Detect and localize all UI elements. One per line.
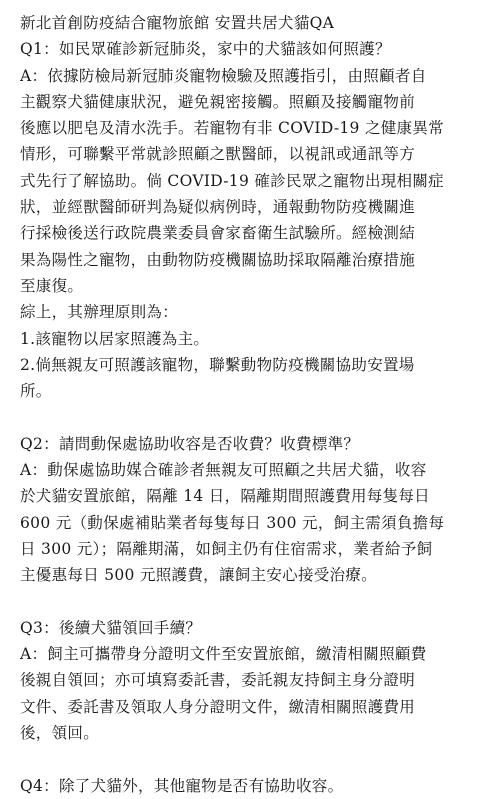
question-4: Q4：除了犬貓外，其他寵物是否有協助收容。 xyxy=(20,776,344,795)
answer-1-line: A：依據防檢局新冠肺炎寵物檢驗及照護指引，由照顧者自 xyxy=(20,66,427,85)
principle-item-2-cont: 所。 xyxy=(20,382,52,401)
paragraph-gap xyxy=(20,589,482,615)
answer-2-line: A：動保處協助媒合確診者無親友可照顧之共居犬貓，收容 xyxy=(20,461,427,480)
answer-2-line: 日 300 元）；隔離期滿，如飼主仍有住宿需求，業者給予飼 xyxy=(20,539,433,558)
answer-1-line: 行採檢後送行政院農業委員會家畜衛生試驗所。經檢測結 xyxy=(20,224,416,243)
answer-1-line: 果為陽性之寵物，由動物防疫機關協助採取隔離治療措施 xyxy=(20,250,416,269)
answer-1-line: 狀，並經獸醫師研判為疑似病例時，通報動物防疫機關進 xyxy=(20,198,416,217)
answer-1-line: 後應以肥皂及清水洗手。若寵物有非 COVID-19 之健康異常 xyxy=(20,119,444,138)
answer-1-line: 情形，可聯繫平常就診照顧之獸醫師，以視訊或通訊等方 xyxy=(20,145,416,164)
paragraph-gap xyxy=(20,746,482,772)
summary-heading: 綜上，其辦理原則為： xyxy=(20,303,179,322)
answer-2-line: 600 元（動保處補貼業者每隻每日 300 元，飼主需須負擔每 xyxy=(20,513,445,532)
principle-item-1: 1.該寵物以居家照護為主。 xyxy=(20,329,210,348)
answer-1-line: 式先行了解協助。倘 COVID-19 確診民眾之寵物出現相關症 xyxy=(20,171,444,190)
question-2: Q2：請問動保處協助收容是否收費？收費標準？ xyxy=(20,434,360,453)
document-body xyxy=(20,10,482,799)
document-title: 新北首創防疫結合寵物旅館 安置共居犬貓QA xyxy=(20,14,335,32)
answer-1-line: 主觀察犬貓健康狀況，避免親密接觸。照顧及接觸寵物前 xyxy=(20,92,416,111)
answer-2-line: 於犬貓安置旅館，隔離 14 日，隔離期間照護費用每隻每日 xyxy=(20,487,430,506)
answer-3-line: A：飼主可攜帶身分證明文件至安置旅館，繳清相關照顧費 xyxy=(20,645,427,664)
question-1: Q1：如民眾確診新冠肺炎，家中的犬貓該如何照護？ xyxy=(20,40,391,59)
question-3: Q3：後續犬貓領回手續？ xyxy=(20,618,202,637)
answer-3-line: 後親自領回；亦可填寫委託書，委託親友持飼主身分證明 xyxy=(20,671,416,690)
answer-3-line: 文件、委託書及領取人身分證明文件，繳清相關照護費用 xyxy=(20,697,416,716)
answer-3-line: 後，領回。 xyxy=(20,724,100,743)
paragraph-gap xyxy=(20,404,482,430)
answer-1-line: 至康復。 xyxy=(20,276,84,295)
answer-2-line: 主優惠每日 500 元照護費，讓飼主安心接受治療。 xyxy=(20,566,377,585)
principle-item-2: 2.倘無親友可照護該寵物，聯繫動物防疫機關協助安置場 xyxy=(20,355,415,374)
